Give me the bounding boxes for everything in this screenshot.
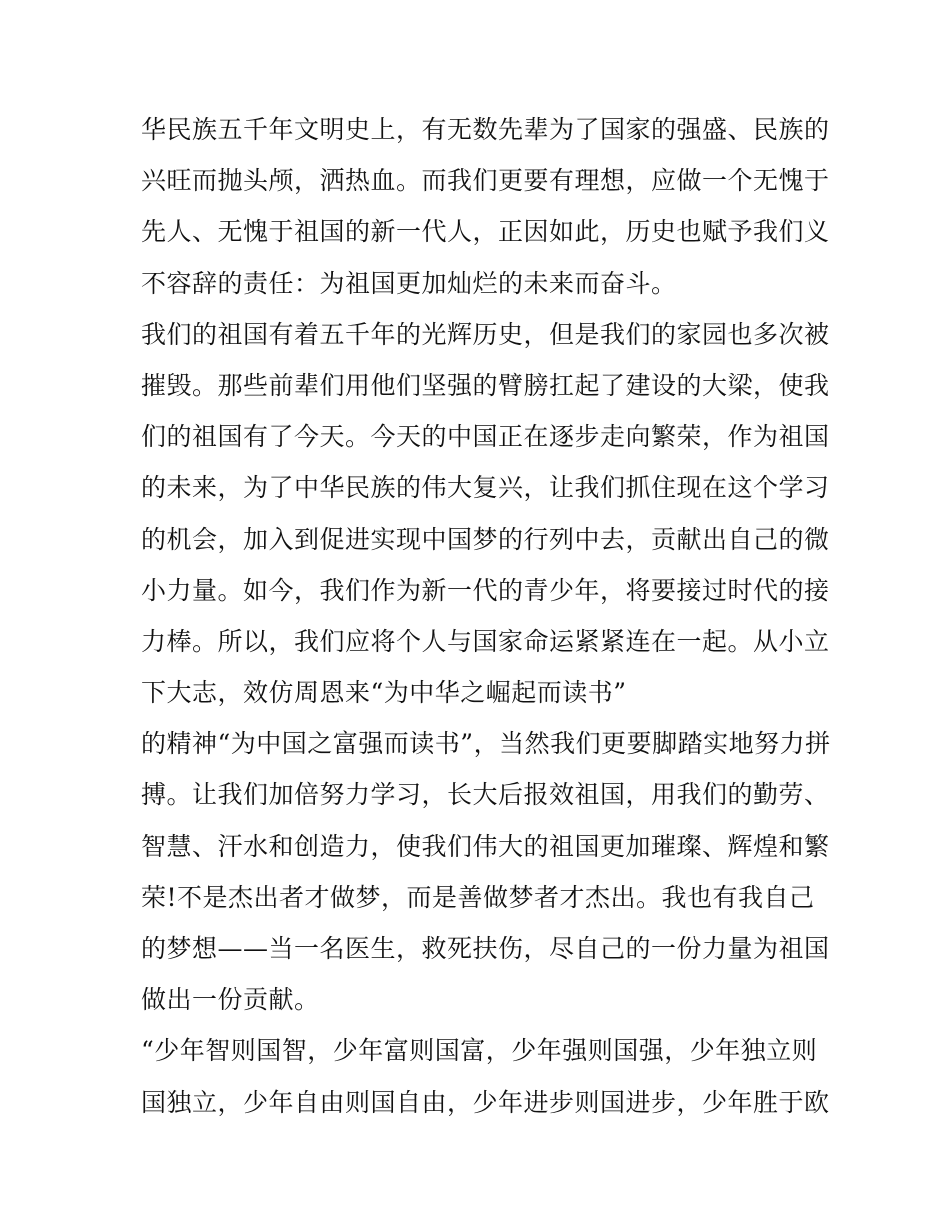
text-line: 国独立，少年自由则国自由，少年进步则国进步，少年胜于欧 bbox=[141, 1087, 830, 1117]
text-line: 兴旺而抛头颅，洒热血。而我们更要有理想，应做一个无愧于 bbox=[141, 166, 830, 196]
text-line: 的未来，为了中华民族的伟大复兴，让我们抓住现在这个学习 bbox=[141, 473, 830, 503]
text-line: 做出一份贡献。 bbox=[141, 985, 320, 1015]
text-line: 搏。让我们加倍努力学习，长大后报效祖国，用我们的勤劳、 bbox=[141, 780, 830, 810]
text-line: 我们的祖国有着五千年的光辉历史，但是我们的家园也多次被 bbox=[141, 319, 830, 349]
text-line: 先人、无愧于祖国的新一代人，正因如此，历史也赋予我们义 bbox=[141, 217, 830, 247]
text-line: 荣!不是杰出者才做梦，而是善做梦者才杰出。我也有我自己 bbox=[141, 882, 815, 912]
text-line: 的梦想——当一名医生，救死扶伤，尽自己的一份力量为祖国 bbox=[141, 934, 830, 963]
text-line: 智慧、汗水和创造力，使我们伟大的祖国更加璀璨、辉煌和繁 bbox=[141, 831, 830, 861]
text-line: 小力量。如今，我们作为新一代的青少年，将要接过时代的接 bbox=[141, 575, 830, 605]
body-text bbox=[141, 104, 831, 1128]
text-line: 的机会，加入到促进实现中国梦的行列中去，贡献出自己的微 bbox=[141, 524, 830, 554]
text-line: 摧毁。那些前辈们用他们坚强的臂膀扛起了建设的大梁，使我 bbox=[141, 370, 830, 400]
text-line: 不容辞的责任：为祖国更加灿烂的未来而奋斗。 bbox=[141, 268, 677, 298]
text-line: 下大志，效仿周恩来“为中华之崛起而读书” bbox=[141, 678, 627, 708]
text-line: 的精神“为中国之富强而读书”，当然我们更要脚踏实地努力拼 bbox=[141, 729, 831, 759]
text-line: “少年智则国智，少年富则国富，少年强则国强，少年独立则 bbox=[141, 1036, 818, 1066]
text-line: 华民族五千年文明史上，有无数先辈为了国家的强盛、民族的 bbox=[141, 115, 830, 144]
text-line: 力棒。所以，我们应将个人与国家命运紧紧连在一起。从小立 bbox=[141, 626, 830, 656]
text-line: 们的祖国有了今天。今天的中国正在逐步走向繁荣，作为祖国 bbox=[141, 422, 830, 452]
